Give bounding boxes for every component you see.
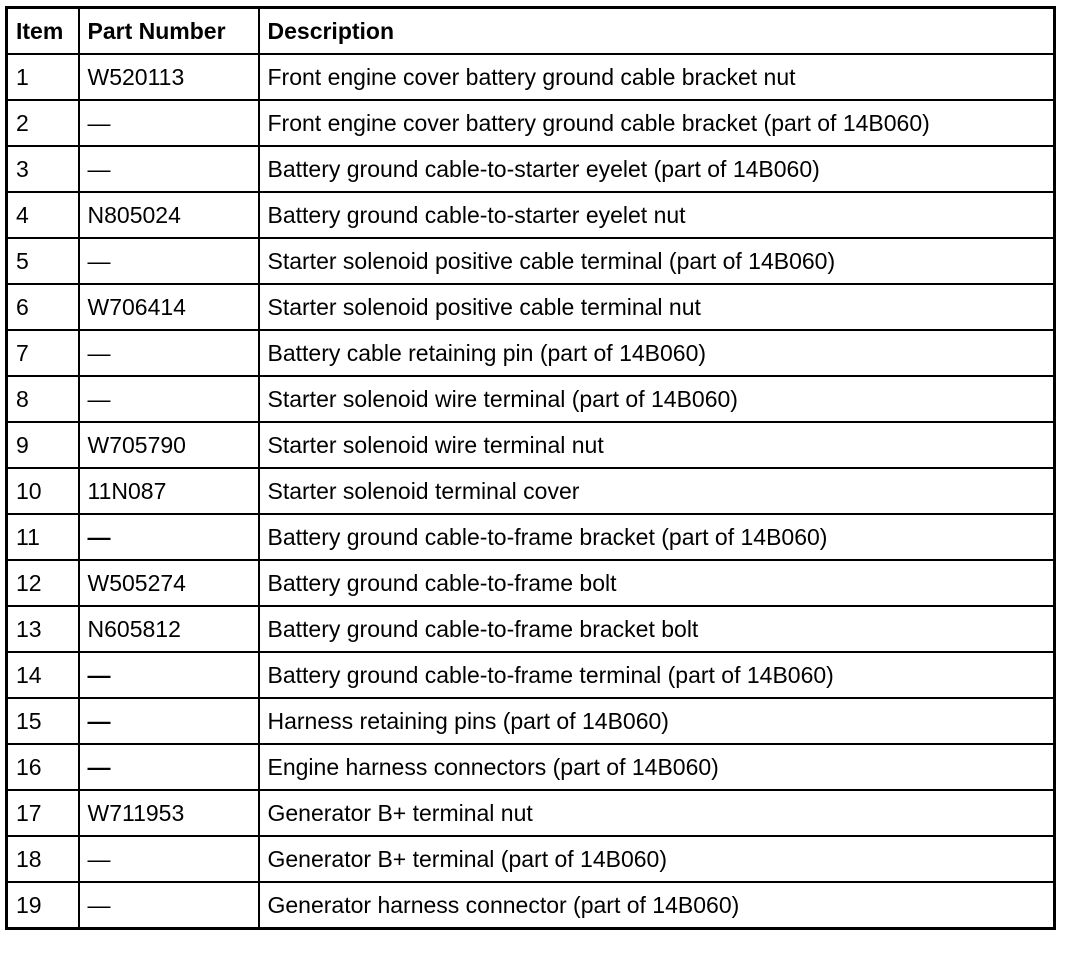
part-number-cell: N605812 — [79, 606, 259, 652]
part-number-cell: — — [79, 330, 259, 376]
header-description: Description — [259, 8, 1055, 55]
header-row — [7, 8, 1055, 55]
description-cell: Battery ground cable-to-starter eyelet (part of 14B060) — [259, 146, 1055, 192]
part-number-cell: — — [79, 836, 259, 882]
description-cell: Starter solenoid positive cable terminal (part of 14B060) — [259, 238, 1055, 284]
table-row — [7, 836, 1055, 882]
part-number-cell: — — [79, 698, 259, 744]
part-number-cell: W505274 — [79, 560, 259, 606]
item-cell: 17 — [7, 790, 79, 836]
table-row — [7, 284, 1055, 330]
table-row — [7, 192, 1055, 238]
description-cell: Front engine cover battery ground cable bracket (part of 14B060) — [259, 100, 1055, 146]
table-row — [7, 100, 1055, 146]
item-cell: 8 — [7, 376, 79, 422]
item-cell: 16 — [7, 744, 79, 790]
table-row — [7, 560, 1055, 606]
description-cell: Battery ground cable-to-frame bracket bolt — [259, 606, 1055, 652]
item-cell: 19 — [7, 882, 79, 929]
item-cell: 9 — [7, 422, 79, 468]
description-cell: Generator B+ terminal nut — [259, 790, 1055, 836]
item-cell: 2 — [7, 100, 79, 146]
item-cell: 3 — [7, 146, 79, 192]
description-cell: Front engine cover battery ground cable bracket nut — [259, 54, 1055, 100]
part-number-cell: — — [79, 652, 259, 698]
item-cell: 6 — [7, 284, 79, 330]
description-cell: Starter solenoid wire terminal (part of 14B060) — [259, 376, 1055, 422]
table-row — [7, 238, 1055, 284]
description-cell: Starter solenoid wire terminal nut — [259, 422, 1055, 468]
description-cell: Generator B+ terminal (part of 14B060) — [259, 836, 1055, 882]
table-row — [7, 376, 1055, 422]
part-number-cell: — — [79, 882, 259, 929]
description-cell: Battery cable retaining pin (part of 14B060) — [259, 330, 1055, 376]
table-row — [7, 744, 1055, 790]
table-row — [7, 146, 1055, 192]
part-number-cell: — — [79, 238, 259, 284]
table-row — [7, 606, 1055, 652]
part-number-cell: W711953 — [79, 790, 259, 836]
table-row — [7, 330, 1055, 376]
item-cell: 4 — [7, 192, 79, 238]
table-row — [7, 698, 1055, 744]
part-number-cell: W705790 — [79, 422, 259, 468]
table-header — [7, 8, 1055, 55]
header-item: Item — [7, 8, 79, 55]
part-number-cell: — — [79, 514, 259, 560]
item-cell: 1 — [7, 54, 79, 100]
part-number-cell: W520113 — [79, 54, 259, 100]
description-cell: Battery ground cable-to-starter eyelet nut — [259, 192, 1055, 238]
part-number-cell: N805024 — [79, 192, 259, 238]
table-row — [7, 514, 1055, 560]
item-cell: 11 — [7, 514, 79, 560]
item-cell: 12 — [7, 560, 79, 606]
part-number-cell: — — [79, 100, 259, 146]
table-row — [7, 422, 1055, 468]
description-cell: Harness retaining pins (part of 14B060) — [259, 698, 1055, 744]
item-cell: 15 — [7, 698, 79, 744]
table-row — [7, 790, 1055, 836]
table-row — [7, 54, 1055, 100]
description-cell: Starter solenoid positive cable terminal nut — [259, 284, 1055, 330]
item-cell: 5 — [7, 238, 79, 284]
item-cell: 18 — [7, 836, 79, 882]
item-cell: 14 — [7, 652, 79, 698]
part-number-cell: — — [79, 376, 259, 422]
description-cell: Battery ground cable-to-frame terminal (part of 14B060) — [259, 652, 1055, 698]
table-row — [7, 652, 1055, 698]
part-number-cell: 11N087 — [79, 468, 259, 514]
part-number-cell: — — [79, 744, 259, 790]
table-row — [7, 468, 1055, 514]
table-body — [7, 54, 1055, 929]
table-row — [7, 882, 1055, 929]
part-number-cell: — — [79, 146, 259, 192]
description-cell: Battery ground cable-to-frame bracket (part of 14B060) — [259, 514, 1055, 560]
item-cell: 7 — [7, 330, 79, 376]
description-cell: Battery ground cable-to-frame bolt — [259, 560, 1055, 606]
parts-table — [5, 6, 1056, 930]
description-cell: Generator harness connector (part of 14B060) — [259, 882, 1055, 929]
description-cell: Engine harness connectors (part of 14B060) — [259, 744, 1055, 790]
part-number-cell: W706414 — [79, 284, 259, 330]
item-cell: 13 — [7, 606, 79, 652]
header-part-number: Part Number — [79, 8, 259, 55]
item-cell: 10 — [7, 468, 79, 514]
description-cell: Starter solenoid terminal cover — [259, 468, 1055, 514]
